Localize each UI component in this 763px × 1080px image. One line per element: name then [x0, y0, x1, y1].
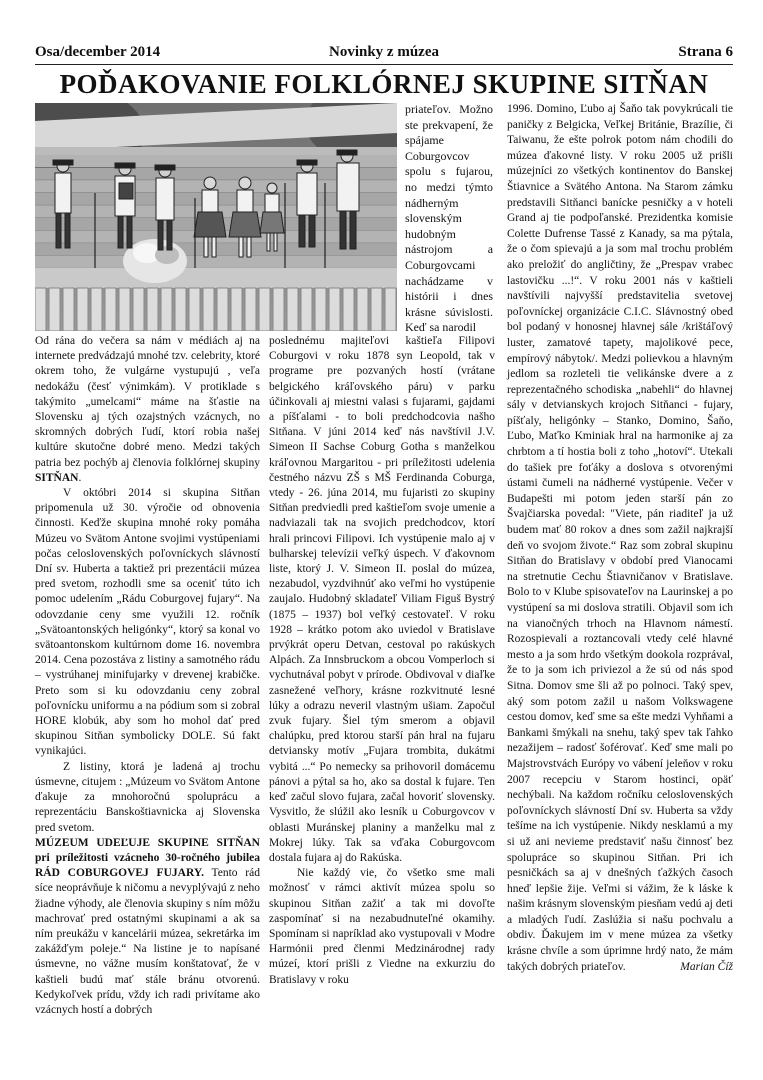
author-signature: Marian Číž — [680, 960, 733, 973]
narrow-column-paragraph: priateľov. Možno ste prekvapení, že spájame Coburgovcov spolu s fujarou, no medzi týmto nádherným slovenským hudobným nástrojom a Coburgovcami nachádzame v histórii i dnes krásne súvislosti. Keď sa narodil — [405, 102, 493, 335]
fence-picket — [189, 288, 200, 331]
folk-group-photo — [35, 103, 397, 331]
col2-paragraph-1: poslednému majiteľovi kaštieľa Filipovi Coburgovi v roku 1878 syn Leopold, tak v programe pre pozvaných hostí (vrátane belgického kráľovského páru) v parku účinkovali aj miestni valasi s fujarami, gajdami a píšťalami - to boli predchodcovia našho Sitňana. V júni 2014 keď nás navštívil J.V. Simeon II Sachse Coburg Gotha s manželkou kráľovnou Margaritou - pri príležitosti udelenia čestného názvu ZŠ s MŠ Ferdinanda Coburga, vtedy - 26. júna 2014, mu fujaristi zo skupiny Sitňan predviedli pred kaštieľom svoje umenie a nadviazali tak na svojich predchodcov, ktorí hrali princovi Filipovi. Ich vystúpenie malo aj v bulharskej televízii veľký úspech. V ďakovnom liste, ktorý J. V. Simeon II. poslal do múzea, nezabudol, vyzdvihnúť ako veľmi ho vystúpenie zaujalo. Hudobný skladateľ Viliam Figuš Bystrý (1875 – 1937) bol veľký cestovateľ. V roku 1928 – krátko potom ako uviedol v Bratislave prvýkrát operu Detvan, cestoval po rakúskych Alpách. Za Innsbruckom a obcou Vomperloch si vychutnával pobyt v prírode. Obdivoval v diaľke zasnežené veľhory, krásne rozkvitnuté lesné lúky a odrazu neveril vlastným ušiam. Započul zvuk fujary. Šiel tým smerom a objavil chalúpku, pred ktorou starší pán hral na fujaru detviansky motív „Fujara trombita, dukátmi vybitá ...“ Po nemecky sa prihovoril domácemu pánovi a pýtal sa ho, ako sa dostal k fujare. Ten keď začul slovo fujara, začal hovoriť slovensky. Vysvitlo, že slúžil ako lesník u Coburgovcov v oblasti Muránskej planiny a manželku mal z Mokrej lúky. Tak sa vďaka Coburgovcom dostala fujara aj do Rakúska. — [269, 335, 495, 864]
col1-paragraph-3: Z listiny, ktorá je ladená aj trochu úsmevne, citujem : „Múzeum vo Svätom Antone ďakuje za mnohoročnú spoluprácu a reprezentáciu Banskoštiavnicka aj Slovenska pred svetom. — [35, 760, 260, 834]
stage-photo-illustration — [35, 103, 397, 331]
col3-paragraph-1: 1996. Domino, Ľubo aj Šaňo tak povykrúcali tie paničky z Belgicka, Veľkej Británie, Brazílie, či Taiwanu, že ešte polrok potom nám chodili do múzea ďakovné listy. V roku 2005 už prišli múzejníci zo všetkých kontinentov do Banskej Štiavnice a Svätého Antona. Na Starom zámku predstavili Sitňanci banícke pesničky a v hoteli Grand aj tie podpoľanské. Prezidentka komisie Colette Dufrense Tassé z Kanady, sa ma pýtala, že o čom spievajú a ja som mal trochu problém ako preložiť do angličtiny, že „Prespav vrabec lastovičku ...!“. V roku 2001 nás v kaštieli navštívili najvyšší predstavitelia svetovej poľovníckej organizácie C.I.C. Slávnostný obed bol podaný v honosnej hlavnej sále /krištáľový luster, zamatové tapety, majolikové pece, empírový nábytok/. Medzi polievkou a hlavným jedlom sa rozleteli tie velikánske dvere a z reprezentačného schodiska „nabehli“ do hlavnej sály v detvianskych krojoch Sitňanci - fujary, píšťaly, heligónky – Stanko, Domino, Šaňo, Ľubo, Maťko Kminiak hral na harmonike aj za chrbtom a tí hostia boli z toho „hotoví“. Utekali do tašiek pre foťáky a doslova s otvorenými ústami čumeli na nádherné vystúpenie. Večer v Budapešti mi potom jeden starší pán zo Švajčiarska povedal: "Viete, pán riaditeľ ja už budem mať 80 rokov a dnes som zažil najkrajší deň vo svojom živote.“ Raz som zobral skupinu Sitňan do Bratislavy v období pred Vianocami na stretnutie Cechu Štiavničanov v Bratislave. Bolo to v Klube spisovateľov na Laurinskej a po vystúpení sa mi doslova stratili. Objavil som ich na vianočných trhoch na Hlavnom námestí. Rozospievali a roztancovali vtedy celé hlavné mesto a ja som hrdo všetkým dookola rozprával, že to ja som ich priviezol a že sú od nás spod Sitna. Domov sme šli až po polnoci. Taký spev, aký som potom zažil u našom Volkswagene cestou domov, keď sme sa ešte medzi Vyhňami a Bankami šmýkali na snehu, taký spev tak ľahko nezažijem – radosť šoférovať. Keď sme mali po Majstrovstvách Európy vo vábení jeleňov v roku 2007 recepciu v Starom hostinci, opäť nechýbali. Na každom ročníku celoslovenských poľovníckych slávností Dní sv. Huberta sa vždy tešíme na ich vystúpenie. Nikdy nesklamú a my si už ani nevieme predstaviť našu činnosť bez spolupráce so skupinou Sitňan. Pri ich pesničkách sa aj v dnešných ťažkých časoch hneď lepšie žije. Veľmi si vážim, že k láske k našim krásnym slovenským piesňam vedú aj deti a mladých ľudí. Zaslúžia si našu pochvalu a obdiv. Ďakujem im v mene múzea za všetky krásne chvíle a som úprimne hrdý nato, že mám takých dobrých priateľov. Marian Číž — [507, 102, 733, 975]
col1-paragraph-1: Od rána do večera sa nám v médiách aj na internete predvádzajú mnohé tzv. celebrity, ktoré okrem toho, že vulgárne vystupujú , veľa nedokážu (česť výnimkám). V protiklade s takýmito „umelcami“ máme na šťastie na Slovensku aj tých ozajstných vzácnych, no skromných dobrých ľudí, ktorí robia našej kultúre skutočne dobré meno. Medzi takých patria bez pochýb aj členovia folklórnej skupiny SITŇAN. — [35, 335, 260, 484]
stage-wall-board — [35, 256, 397, 268]
fence-picket — [385, 288, 396, 331]
fence-picket — [231, 288, 242, 331]
fence-picket — [245, 288, 256, 331]
fence-picket — [273, 288, 284, 331]
fence-picket — [371, 288, 382, 331]
fence-picket — [49, 288, 60, 331]
column-3 — [507, 102, 733, 975]
fence-picket — [77, 288, 88, 331]
column-1 — [35, 334, 260, 1018]
fence-picket — [105, 288, 116, 331]
newsletter-name: Novinky z múzea — [329, 44, 439, 60]
fence-picket — [203, 288, 214, 331]
fence-picket — [329, 288, 340, 331]
fence-picket — [119, 288, 130, 331]
fence-picket — [287, 288, 298, 331]
award-announcement: MÚZEUM UDEĽUJE SKUPINE SITŇAN pri príležitosti vzácneho 30-ročného jubilea RÁD COBURGOVEJ FUJARY. — [35, 836, 260, 880]
fence-picket — [357, 288, 368, 331]
fence-picket — [63, 288, 74, 331]
col1-paragraph-4: MÚZEUM UDEĽUJE SKUPINE SITŇAN pri príležitosti vzácneho 30-ročného jubilea RÁD COBURGOVEJ FUJARY. Tento rád síce neoprávňuje k ničomu a nevyplývajú z neho žiadne výhody, ale členovia skupiny s ním môžu machrovať pred ostatnými skupinami a ak sa ním preukážu v kancelárii múzea, sekretárka im zakážďym poleje.“ Na listine je to napísané úsmevne, no vážne musím konštatovať, že v kaštieli budú mať stále bránu otvorenú. Kedykoľvek prídu, vždy ich radi privítame ako vzácnych hostí a dobrých — [35, 836, 260, 1016]
fence-picket — [175, 288, 186, 331]
header-rule — [35, 64, 733, 65]
fence-picket — [259, 288, 270, 331]
col2-paragraph-2: Nie každý vie, čo všetko sme mali možnosť v rámci aktivít múzea spolu so skupinou Sitňan zažiť a tak mi dovoľte zaspomínať si na nezabudnuteľné okamihy. Spomínam si napríklad ako vystupovali v Modre Harmónii pred členmi Medzinárodnej rady múzeí, ktorí prišli z Viedne na exkurziu do Bratislavy v roku — [269, 867, 495, 986]
column-2 — [269, 334, 495, 988]
fence-picket — [315, 288, 326, 331]
fence-picket — [147, 288, 158, 331]
page-number: Strana 6 — [678, 44, 733, 60]
fence-picket — [343, 288, 354, 331]
fence-picket — [133, 288, 144, 331]
fence-picket — [301, 288, 312, 331]
narrow-column-text — [405, 102, 493, 336]
fence-picket — [35, 288, 46, 331]
issue-date: Osa/december 2014 — [35, 44, 161, 60]
col1-paragraph-2: V októbri 2014 si skupina Sitňan pripomenula už 30. výročie od obnovenia činnosti. Keďže skupina mnohé roky pomáha Múzeu vo Svätom Antone svojimi vystúpeniami počas celoslovenských poľovníckych slávností Dní sv. Huberta a taktiež pri prezentácii múzea pred svetom, rozhodli sme sa oceniť túto ich pomoc udelením „Rádu Coburgovej fujary“. Na odovzdanie ceny sme využili 12. ročník „Svätoantonských heligónky“, ktorý sa konal vo svätoantonskom kultúrnom dome 16. novembra 2014. Cena pozostáva z listiny a samotného rádu – vystrúhanej minifujarky v drevenej krabičke. Preto som si ku odovzdaniu ceny zobral poľovnícku uniformu a na pódium som si zobral HORE klobúk, aby som ho mohol dať pred skupinou Sitňan symbolicky DOLE. Sú fakt vynikajúci. — [35, 487, 260, 758]
fence-picket — [161, 288, 172, 331]
page-header — [35, 44, 733, 62]
fence-picket — [91, 288, 102, 331]
fence-picket — [217, 288, 228, 331]
group-name-bold: SITŇAN — [35, 471, 79, 484]
article-title: POĎAKOVANIE FOLKLÓRNEJ SKUPINE SITŇAN — [59, 69, 709, 99]
